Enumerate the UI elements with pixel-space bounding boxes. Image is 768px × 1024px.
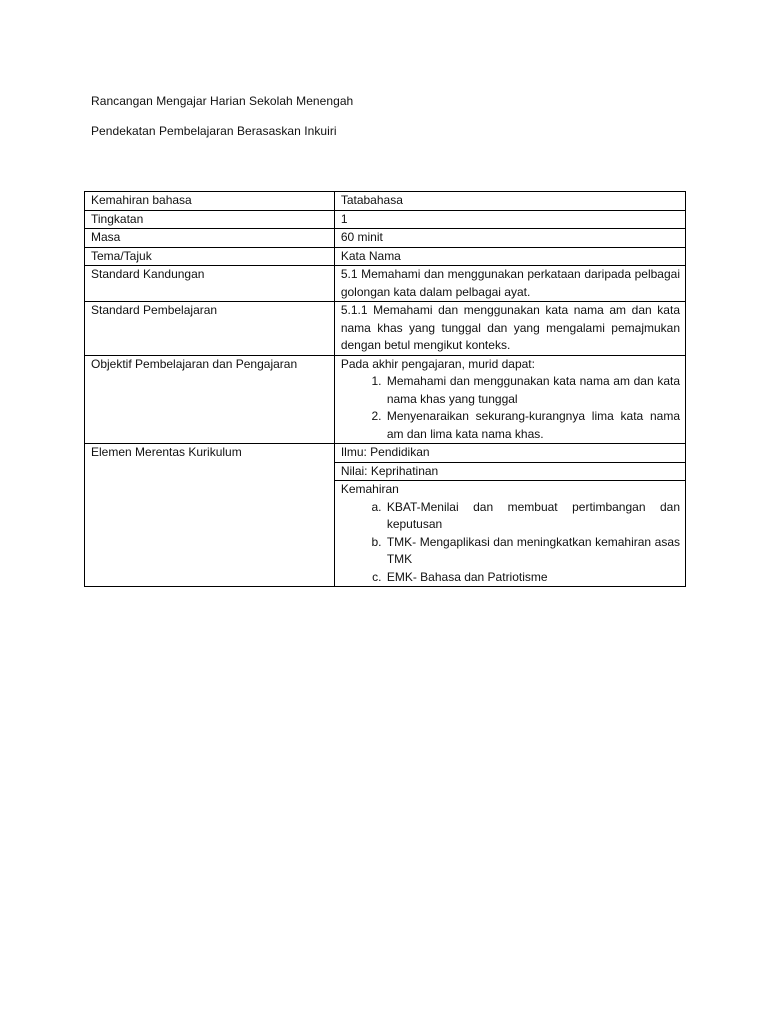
row-value-tingkatan: 1	[334, 210, 685, 229]
row-value-nilai: Nilai: Keprihatinan	[334, 462, 685, 481]
list-item: 1. Memahami dan menggunakan kata nama am dan kata nama khas yang tunggal	[385, 373, 680, 408]
row-value-standard-kandungan: 5.1 Memahami dan menggunakan perkataan daripada pelbagai golongan kata dalam pelbagai ayat.	[334, 266, 685, 302]
list-item: 2. Menyenaraikan sekurang-kurangnya lima kata nama am dan lima kata nama khas.	[385, 408, 680, 443]
row-label-objektif: Objektif Pembelajaran dan Pengajaran	[85, 355, 335, 444]
row-label-standard-pembelajaran: Standard Pembelajaran	[85, 302, 335, 356]
objective-list	[341, 373, 680, 443]
row-label-tingkatan: Tingkatan	[85, 210, 335, 229]
row-label-standard-kandungan: Standard Kandungan	[85, 266, 335, 302]
table-row	[85, 247, 686, 266]
table-row	[85, 444, 686, 463]
lesson-plan-table	[84, 191, 686, 587]
table-row	[85, 302, 686, 356]
document-subtitle: Pendekatan Pembelajaran Berasaskan Inkuiri	[91, 124, 337, 138]
table-row	[85, 229, 686, 248]
row-label-kemahiran-bahasa: Kemahiran bahasa	[85, 192, 335, 211]
table-row	[85, 266, 686, 302]
row-label-tema-tajuk: Tema/Tajuk	[85, 247, 335, 266]
kemahiran-title: Kemahiran	[340, 482, 399, 496]
row-value-kemahiran-bahasa: Tatabahasa	[334, 192, 685, 211]
objective-intro: Pada akhir pengajaran, murid dapat:	[340, 356, 535, 371]
row-label-masa: Masa	[85, 229, 335, 248]
row-label-elemen-merentas-kurikulum: Elemen Merentas Kurikulum	[85, 444, 335, 587]
list-item: c. EMK- Bahasa dan Patriotisme	[385, 569, 680, 587]
table-row	[85, 210, 686, 229]
list-item: a. KBAT-Menilai dan membuat pertimbangan dan keputusan	[385, 499, 680, 534]
table-row	[85, 355, 686, 444]
document-title: Rancangan Mengajar Harian Sekolah Menengah	[91, 94, 354, 108]
kemahiran-list	[341, 499, 680, 587]
row-value-objektif	[334, 355, 685, 444]
table-row	[85, 192, 686, 211]
row-value-masa: 60 minit	[334, 229, 685, 248]
row-value-kemahiran	[334, 481, 685, 587]
row-value-standard-pembelajaran: 5.1.1 Memahami dan menggunakan kata nama am dan kata nama khas yang tunggal dan yang mengalami pemajmukan dengan betul mengikut konteks.	[334, 302, 685, 356]
list-item: b. TMK- Mengaplikasi dan meningkatkan kemahiran asas TMK	[385, 534, 680, 569]
row-value-tema-tajuk: Kata Nama	[334, 247, 685, 266]
row-value-ilmu: Ilmu: Pendidikan	[334, 444, 685, 463]
